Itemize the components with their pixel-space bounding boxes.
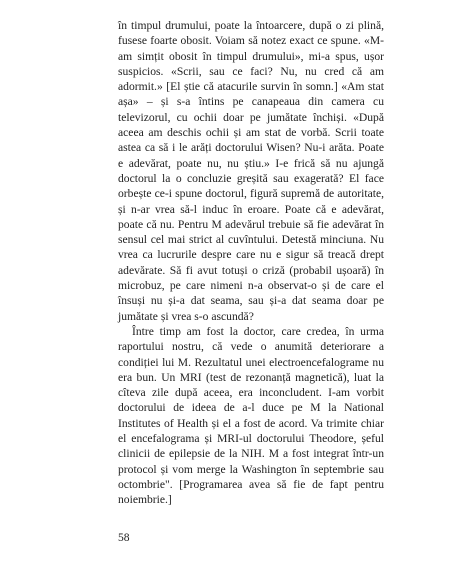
- body-text: [118, 18, 384, 508]
- page-number: 58: [118, 531, 130, 544]
- paragraph-1: în timpul drumului, poate la întoarcere, după o zi plină, fusese foarte obosit. Voiam să notez exact ce spune. «M-am simțit obosit în timpul drumului», mi-a spus, ușor suspicios. «Scrii, sau ce faci? Nu, nu cred că am adormit.» [El știe că atacurile survin în somn.] «Am stat așa» – și s-a întins pe canapeaua din camera cu televizorul, cu ochii doar pe jumătate închiși. «După aceea am deschis ochii și am stat de vorbă. Scrii toate astea ca să i le arăți doctorului Wisen? Nu-i arăta. Poate e adevărat, poate nu, nu știu.» I-e frică să nu ajungă doctorul la o concluzie greșită sau exagerată? El face orbește ce-i spune doctorul, figură supremă de autoritate, și n-ar vrea să-l induc în eroare. Poate că e adevărat, poate că nu. Pentru M adevărul trebuie să fie adevărat în sensul cel mai strict al cuvîntului. Detestă minciuna. Nu vrea ca lucrurile despre care nu e sigur să treacă drept adevărate. Să fi avut totuși o criză (probabil ușoară) în microbuz, pe care nimeni n-a observat-o și de care el însuși nu și-a dat seama, sau și-a dat seama doar pe jumătate și vrea s-o ascundă?: [118, 19, 384, 323]
- paragraph-2: Între timp am fost la doctor, care credea, în urma raportului nostru, că vede o anumită deteriorare a condiției lui M. Rezultatul unei electroencefalograme nu era bun. Un MRI (test de rezonanță magnetică), luat la cîteva zile după aceea, era inconcludent. I-am vorbit doctorului de ideea de a-l duce pe M la National Institutes of Health și el a fost de acord. Va trimite chiar el encefalograma și MRI-ul doctorului Theodore, șeful clinicii de epilepsie de la NIH. M a fost integrat într-un protocol și vom merge la Washington în septembrie sau octombrie". [Programarea avea să fie de fapt pentru noiembrie.]: [118, 324, 384, 507]
